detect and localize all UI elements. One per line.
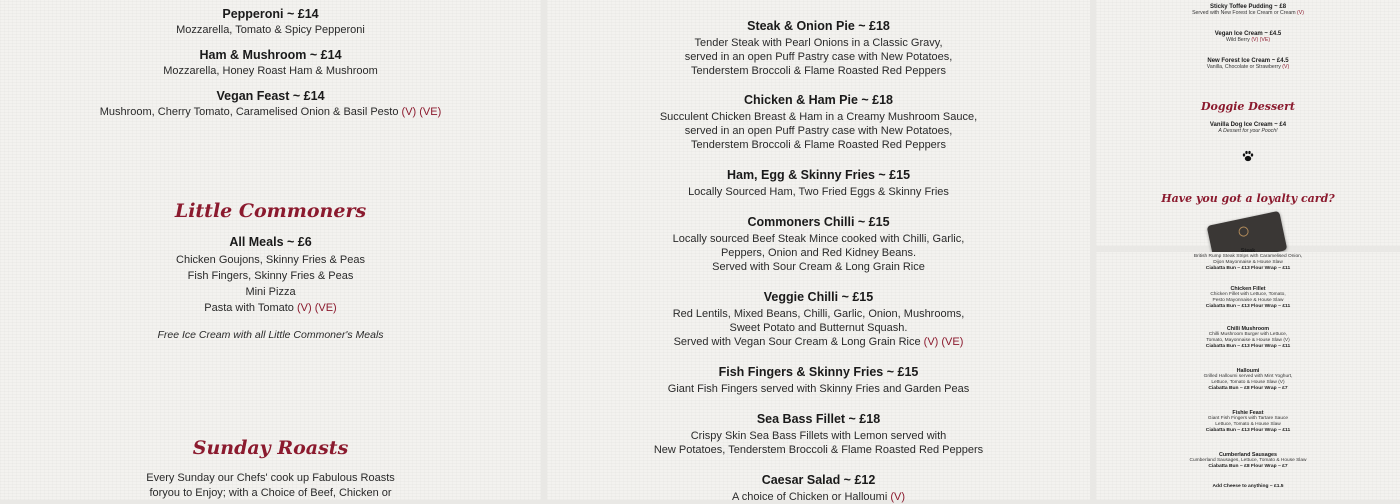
dessert-sticky-toffee xyxy=(1096,4,1400,17)
item-title: Chilli Mushroom xyxy=(1226,326,1270,332)
section-heading-doggie-dessert: Doggie Dessert xyxy=(1200,100,1296,113)
kids-meal-option: Fish Fingers, Skinny Fries & Peas xyxy=(187,270,354,282)
menu-item-steak-onion-pie xyxy=(547,19,1090,78)
item-desc-line: Tender Steak with Pearl Onions in a Classic Gravy, xyxy=(694,37,943,49)
sandwich-chilli-mushroom xyxy=(1096,326,1400,349)
item-title: Halloumi xyxy=(1236,368,1260,374)
card-logo-icon xyxy=(1238,226,1250,238)
item-price: Ciabatta Bun ~ £13 Flour Wrap ~ £11 xyxy=(1205,428,1291,434)
menu-item-fish-fingers xyxy=(547,365,1090,396)
item-desc-line: Lettuce, Tomato & House Slaw xyxy=(1215,422,1281,428)
menu-item-ham-mushroom xyxy=(0,48,541,78)
menu-item-commoners-chilli xyxy=(547,215,1090,274)
loyalty-card-heading: Have you got a loyalty card? xyxy=(1161,192,1335,205)
menu-item-veggie-chilli xyxy=(547,290,1090,349)
item-desc-line: Tomato, Mayonnaise & House Slaw (V) xyxy=(1206,338,1290,344)
item-desc-line: Chilli Mushroom Burger with Lettuce, xyxy=(1208,332,1288,337)
item-title: Commoners Chilli ~ £15 xyxy=(747,215,890,229)
item-desc-line: Giant Fish Fingers with Tartare Sauce xyxy=(1207,416,1289,421)
kids-meals-block xyxy=(0,235,541,342)
item-title: Sticky Toffee Pudding ~ £8 xyxy=(1209,4,1287,10)
menu-item-chicken-ham-pie xyxy=(547,93,1090,152)
item-price: Ciabatta Bun ~ £13 Flour Wrap ~ £11 xyxy=(1205,304,1291,310)
add-cheese-note: Add Cheese to anything ~ £1.5 xyxy=(1212,484,1284,489)
menu-page-desserts xyxy=(1096,0,1400,246)
item-title: Steak xyxy=(1240,248,1256,254)
item-price: Ciabatta Bun ~ £8 Flour Wrap ~ £7 xyxy=(1208,464,1288,470)
item-title: Cumberland Sausages xyxy=(1218,452,1278,458)
item-desc-line: Succulent Chicken Breast & Ham in a Creamy Mushroom Sauce, xyxy=(659,111,978,123)
item-price: Ciabatta Bun ~ £13 Flour Wrap ~ £11 xyxy=(1205,266,1291,272)
item-title: Fish Fingers & Skinny Fries ~ £15 xyxy=(718,365,919,379)
item-title: Vegan Feast ~ £14 xyxy=(216,89,325,103)
sandwich-halloumi xyxy=(1096,368,1400,391)
sunday-line: foryou to Enjoy; with a Choice of Beef, Chicken or xyxy=(149,487,392,499)
section-heading-little-commoners: Little Commoners xyxy=(174,200,367,222)
menu-item-caesar-salad xyxy=(547,473,1090,504)
item-title: Caesar Salad ~ £12 xyxy=(761,473,876,487)
menu-page-pizzas-kids-roasts xyxy=(0,0,541,500)
dessert-new-forest-ice-cream xyxy=(1096,58,1400,71)
menu-item-vegan-feast xyxy=(0,89,541,119)
item-desc: Vanilla, Chocolate or Strawberry xyxy=(1206,64,1281,70)
item-title: Chicken Fillet xyxy=(1230,286,1266,292)
sunday-line: Every Sunday our Chefs' cook up Fabulous Roasts xyxy=(146,472,395,484)
item-desc-line: Cumberland Sausages, Lettuce, Tomato & House Slaw xyxy=(1189,458,1307,463)
item-price: Ciabatta Bun ~ £13 Flour Wrap ~ £11 xyxy=(1205,344,1291,350)
item-desc-line: Dijon Mayonnaise & House Slaw xyxy=(1213,260,1283,266)
menu-item-ham-egg-fries xyxy=(547,168,1090,199)
item-desc: Served with New Forest Ice Cream or Cream xyxy=(1192,10,1296,16)
item-price: Ciabatta Bun ~ £8 Flour Wrap ~ £7 xyxy=(1208,386,1288,392)
item-title: Veggie Chilli ~ £15 xyxy=(763,290,874,304)
section-heading-sunday-roasts: Sunday Roasts xyxy=(192,437,349,459)
paw-print-icon xyxy=(1096,149,1400,168)
item-desc-line: Crispy Skin Sea Bass Fillets with Lemon served with xyxy=(690,430,947,442)
sunday-roast-text xyxy=(0,471,541,501)
item-desc-line: Chicken Fillet with Lettuce, Tomato, xyxy=(1210,292,1286,297)
item-title: Vegan Ice Cream ~ £4.5 xyxy=(1214,31,1282,37)
item-title: New Forest Ice Cream ~ £4.5 xyxy=(1207,58,1289,64)
item-title: Steak & Onion Pie ~ £18 xyxy=(747,19,890,33)
item-desc-line: Served with Vegan Sour Cream & Long Grain Rice xyxy=(673,336,921,348)
menu-item-sea-bass xyxy=(547,412,1090,457)
dietary-tag: (V) (VE) xyxy=(923,336,964,348)
item-desc-line: Peppers, Onion and Red Kidney Beans. xyxy=(720,247,917,259)
sandwich-cumberland-sausages xyxy=(1096,452,1400,469)
sandwich-chicken-fillet xyxy=(1096,286,1400,309)
item-desc-line: British Rump Steak Strips with Caramelised Onion, xyxy=(1193,254,1303,259)
dietary-tag: (V) xyxy=(890,491,906,503)
dietary-tag: (V) (VE) xyxy=(401,106,442,118)
item-title: Sea Bass Fillet ~ £18 xyxy=(756,412,881,426)
item-title: Ham & Mushroom ~ £14 xyxy=(199,48,342,62)
item-desc-line: New Potatoes, Tenderstem Broccoli & Flame Roasted Red Peppers xyxy=(653,444,984,456)
item-desc-line: Locally sourced Beef Steak Mince cooked with Chilli, Garlic, xyxy=(672,233,965,245)
item-desc-line: Sweet Potato and Butternut Squash. xyxy=(729,322,908,334)
item-title: Chicken & Ham Pie ~ £18 xyxy=(743,93,894,107)
dessert-dog-ice-cream xyxy=(1096,122,1400,135)
item-desc-line: Lettuce, Tomato & House Slaw (V) xyxy=(1211,380,1285,386)
item-desc-line: Grilled Halloumi served with Mint Yoghurt, xyxy=(1203,374,1293,379)
kids-meal-option: Pasta with Tomato xyxy=(204,302,294,314)
item-desc-line: served in an open Puff Pastry case with New Potatoes, xyxy=(684,51,953,63)
item-desc: A Dessert for your Pooch! xyxy=(1218,128,1278,134)
item-desc-line: Tenderstem Broccoli & Flame Roasted Red Peppers xyxy=(691,139,946,151)
item-title: Pepperoni ~ £14 xyxy=(222,7,319,21)
dietary-tag: (V) (VE) xyxy=(297,302,337,314)
item-title: All Meals ~ £6 xyxy=(229,235,312,249)
item-desc-line: Tenderstem Broccoli & Flame Roasted Red Peppers xyxy=(691,65,946,77)
item-desc-line: A choice of Chicken or Halloumi xyxy=(731,491,888,503)
sandwich-steak xyxy=(1096,248,1400,271)
item-desc-line: Pesto Mayonnaise & House Slaw xyxy=(1212,298,1284,304)
item-title: Ham, Egg & Skinny Fries ~ £15 xyxy=(726,168,911,182)
menu-item-pepperoni xyxy=(0,7,541,37)
item-desc: Wild Berry xyxy=(1225,37,1250,43)
item-desc-line: Locally Sourced Ham, Two Fried Eggs & Skinny Fries xyxy=(688,186,949,198)
item-title: Fishie Feast xyxy=(1232,410,1264,416)
kids-meal-option: Mini Pizza xyxy=(245,286,296,298)
item-desc: Mozzarella, Honey Roast Ham & Mushroom xyxy=(163,65,378,77)
sandwich-fishie-feast xyxy=(1096,410,1400,433)
item-desc-line: Red Lentils, Mixed Beans, Chilli, Garlic, Onion, Mushrooms, xyxy=(672,308,965,320)
dietary-tag: (V) xyxy=(1282,64,1290,70)
menu-page-mains xyxy=(547,0,1090,503)
item-desc: Mozzarella, Tomato & Spicy Pepperoni xyxy=(176,24,365,36)
dietary-tag: (V) (VE) xyxy=(1251,37,1271,43)
item-desc-line: served in an open Puff Pastry case with New Potatoes, xyxy=(684,125,953,137)
item-desc-line: Giant Fish Fingers served with Skinny Fries and Garden Peas xyxy=(667,383,970,395)
menu-page-sandwiches xyxy=(1096,248,1400,500)
item-title: Vanilla Dog Ice Cream ~ £4 xyxy=(1209,122,1287,128)
dessert-vegan-ice-cream xyxy=(1096,31,1400,44)
item-desc: Mushroom, Cherry Tomato, Caramelised Onion & Basil Pesto xyxy=(99,106,399,118)
dietary-tag: (V) xyxy=(1297,10,1304,16)
item-desc-line: Served with Sour Cream & Long Grain Rice xyxy=(712,261,925,273)
kids-meal-option: Chicken Goujons, Skinny Fries & Peas xyxy=(176,254,365,266)
kids-note: Free Ice Cream with all Little Commoner's Meals xyxy=(157,329,384,341)
